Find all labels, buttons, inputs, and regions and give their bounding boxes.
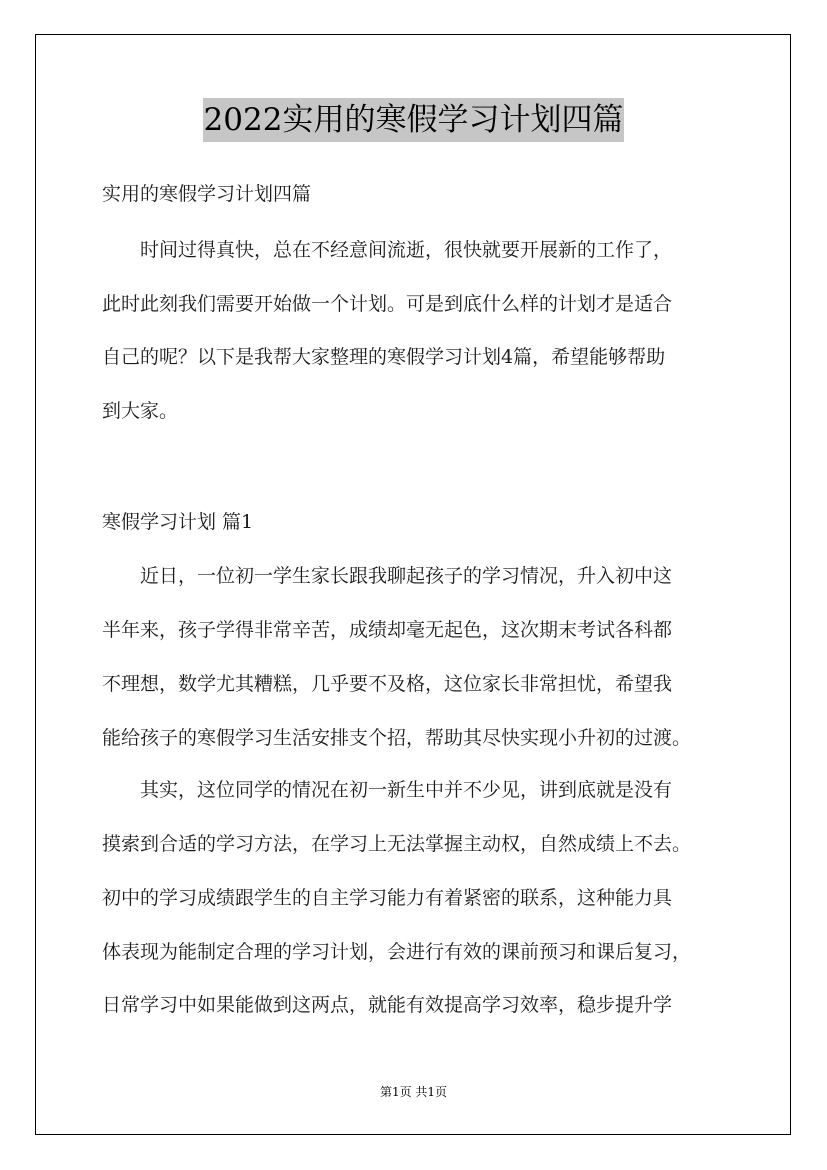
- body-line: 近日，一位初一学生家长跟我聊起孩子的学习情况，升入初中这: [140, 565, 673, 587]
- intro-line: 此时此刻我们需要开始做一个计划。可是到底什么样的计划才是适合: [102, 293, 673, 315]
- body-line: 摸索到合适的学习方法，在学习上无法掌握主动权，自然成绩上不去。: [102, 833, 692, 855]
- body-line: 半年来，孩子学得非常辛苦，成绩却毫无起色，这次期末考试各科都: [102, 619, 673, 641]
- body-line: 日常学习中如果能做到这两点，就能有效提高学习效率，稳步提升学: [102, 994, 673, 1016]
- body-line: 不理想，数学尤其糟糕，几乎要不及格，这位家长非常担忧，希望我: [102, 673, 673, 695]
- section-heading: 寒假学习计划 篇1: [102, 511, 254, 533]
- page-footer: 第1页 共1页: [379, 1085, 448, 1099]
- body-line: 其实，这位同学的情况在初一新生中并不少见，讲到底就是没有: [140, 779, 673, 801]
- intro-line: 自己的呢？以下是我帮大家整理的寒假学习计划4篇，希望能够帮助: [102, 346, 666, 368]
- intro-line: 时间过得真快，总在不经意间流逝，很快就要开展新的工作了，: [140, 239, 673, 261]
- body-line: 初中的学习成绩跟学生的自主学习能力有着紧密的联系，这种能力具: [102, 887, 673, 909]
- document-subtitle: 实用的寒假学习计划四篇: [102, 183, 312, 205]
- document-title: 2022实用的寒假学习计划四篇: [203, 98, 625, 142]
- body-line: 能给孩子的寒假学习生活安排支个招，帮助其尽快实现小升初的过渡。: [102, 727, 692, 749]
- body-line: 体表现为能制定合理的学习计划，会进行有效的课前预习和课后复习，: [102, 941, 692, 963]
- title-container: [0, 98, 827, 142]
- intro-line: 到大家。: [102, 400, 179, 422]
